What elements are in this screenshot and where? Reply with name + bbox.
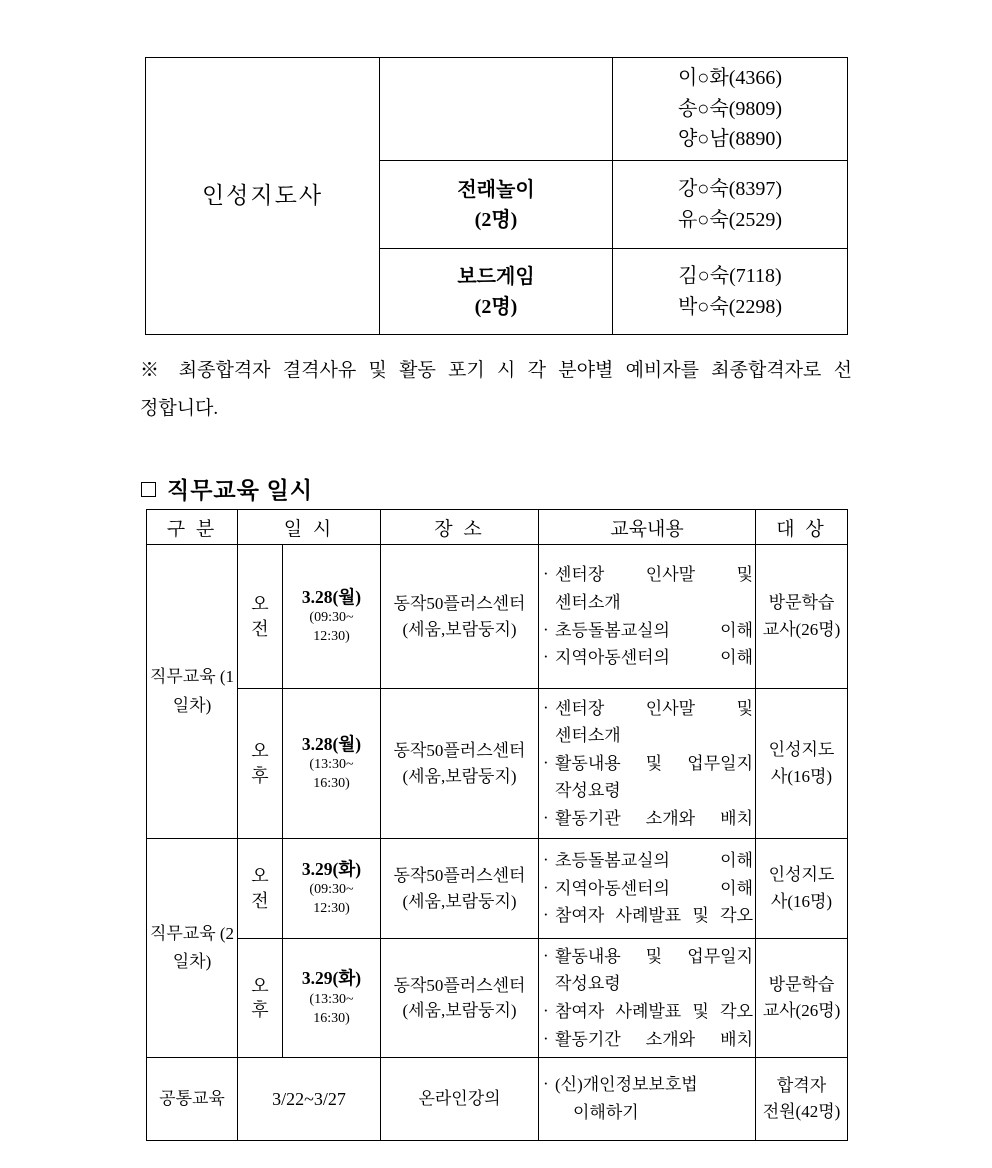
- date-label: 3.29(화): [301, 858, 362, 879]
- content-item: [541, 644, 753, 672]
- target-line-1: 인성지도: [768, 740, 835, 760]
- header-content: 교육내용: [539, 510, 756, 545]
- content-cell: [539, 1058, 756, 1141]
- ampm-char-1: 오: [251, 975, 269, 996]
- ampm-char-1: 오: [251, 866, 269, 887]
- date-time-cell: [283, 545, 381, 689]
- time-end: 12:30): [313, 629, 350, 645]
- content-cell: [539, 689, 756, 839]
- content-item: [541, 695, 753, 750]
- content-text-cont: 작성요령: [555, 974, 621, 994]
- gubun-line-2: (1일차): [172, 667, 235, 715]
- ampm-char-1: 오: [251, 741, 269, 762]
- place-cell: [381, 939, 539, 1058]
- target-line-2: 전원(42명): [762, 1102, 841, 1121]
- content-cell: [539, 839, 756, 939]
- ampm-char-1: 오: [251, 594, 269, 615]
- content-item: [541, 875, 753, 903]
- field-label-cell: 인성지도사: [146, 58, 380, 335]
- table-row: [147, 939, 848, 1058]
- program-count: (2명): [474, 295, 518, 318]
- target-line-2: 교사(26명): [762, 1001, 841, 1020]
- gubun-cell-day1: [147, 545, 238, 839]
- date-label: 3.28(월): [301, 733, 362, 754]
- date-time-cell: [283, 839, 381, 939]
- date-time-cell: [283, 689, 381, 839]
- names-cell-2: [613, 161, 848, 249]
- names-cell-3: [613, 249, 848, 335]
- place-line-1: 동작50플러스센터: [393, 975, 526, 995]
- content-item: [541, 1071, 753, 1126]
- place-cell: [381, 545, 539, 689]
- target-line-1: 방문학습: [768, 974, 835, 994]
- time-start: (13:30~: [309, 991, 354, 1007]
- common-place-cell: [381, 1058, 539, 1141]
- header-ilsi: 일 시: [238, 510, 381, 545]
- table-row: [147, 689, 848, 839]
- table-header-row: [147, 510, 848, 545]
- section-heading: [141, 472, 313, 505]
- applicant-name: 강○숙(8397): [677, 178, 783, 201]
- content-text-cont: 작성요령: [555, 781, 621, 801]
- header-gubun: 구 분: [147, 510, 238, 545]
- applicant-name: 김○숙(7118): [678, 265, 782, 288]
- content-item: [541, 943, 753, 998]
- content-text: · 참여자 사례발표 및 각오: [555, 1002, 753, 1021]
- target-cell: [756, 545, 848, 689]
- header-jangso: 장 소: [381, 510, 539, 545]
- ampm-char-2: 후: [251, 1000, 269, 1020]
- applicant-name: 이○화(4366): [677, 67, 783, 90]
- place-line-2: (세움,보람둥지): [402, 1001, 517, 1020]
- time-start: (09:30~: [309, 882, 354, 898]
- content-text: · (신)개인정보보호법: [555, 1075, 698, 1095]
- content-item: [541, 902, 753, 930]
- program-name: 보드게임: [457, 265, 535, 288]
- gubun-cell-day2: [147, 839, 238, 1058]
- applicant-name: 유○숙(2529): [677, 208, 783, 231]
- content-text: · 센터장 인사말 및: [555, 698, 753, 718]
- ampm-char-2: 전: [251, 618, 269, 639]
- content-text: · 활동내용 및 업무일지: [555, 946, 753, 966]
- ampm-char-2: 후: [251, 765, 269, 786]
- time-end: 12:30): [313, 901, 350, 917]
- program-cell-1: [380, 58, 613, 161]
- gubun-line-1: 직무교육: [149, 923, 216, 943]
- applicant-name: 양○남(8890): [677, 128, 783, 151]
- target-line-2: 사(16명): [770, 766, 833, 786]
- place-line-2: (세움,보람둥지): [402, 891, 517, 911]
- content-item: [541, 1026, 753, 1054]
- content-item: [541, 617, 753, 645]
- content-text: · 활동기관 소개와 배치: [555, 808, 753, 828]
- place-line-1: 동작50플러스센터: [393, 594, 526, 613]
- content-text: · 초등돌봄교실의 이해: [555, 620, 753, 640]
- common-period-cell: 3/22~3/27: [238, 1058, 381, 1141]
- place-line-1: 동작50플러스센터: [393, 741, 526, 760]
- content-text: · 활동내용 및 업무일지: [555, 753, 753, 773]
- target-cell: [756, 839, 848, 939]
- content-text: · 지역아동센터의 이해: [555, 648, 753, 668]
- content-text: · 참여자 사례발표 및 각오: [555, 906, 753, 926]
- target-cell: [756, 939, 848, 1058]
- applicant-name: 송○숙(9809): [677, 97, 783, 120]
- content-text-cont: 이해하기: [573, 1103, 639, 1122]
- content-item: [541, 805, 753, 833]
- program-cell-2: [380, 161, 613, 249]
- ampm-cell: [238, 689, 283, 839]
- table-row: [146, 58, 848, 161]
- footnote-line-1: ※ 최종합격자 결격사유 및 활동 포기 시 각 분야별 예비자를 최종합격자로 선: [140, 360, 852, 381]
- table-row: [147, 839, 848, 939]
- content-text: · 활동기간 소개와 배치: [555, 1029, 753, 1049]
- time-start: (13:30~: [309, 757, 354, 773]
- ampm-cell: [238, 939, 283, 1058]
- content-item: [541, 847, 753, 875]
- applicant-name: 박○숙(2298): [677, 295, 783, 318]
- ampm-char-2: 전: [251, 890, 269, 911]
- place-line-2: (세움,보람둥지): [402, 766, 517, 786]
- names-cell-1: [613, 58, 848, 161]
- content-item: [541, 998, 753, 1026]
- gubun-cell-common: 공통교육: [147, 1058, 238, 1141]
- content-item: [541, 750, 753, 805]
- content-cell: [539, 939, 756, 1058]
- target-line-2: 교사(26명): [762, 619, 841, 639]
- content-text: · 센터장 인사말 및: [555, 565, 753, 585]
- program-count: (2명): [474, 208, 518, 231]
- time-end: 16:30): [313, 1010, 350, 1026]
- section-heading-label: 직무교육 일시: [167, 478, 314, 503]
- content-text: · 지역아동센터의 이해: [555, 878, 753, 898]
- date-time-cell: [283, 939, 381, 1058]
- target-line-1: 합격자: [776, 1075, 827, 1095]
- content-text: · 초등돌봄교실의 이해: [555, 851, 753, 871]
- content-text-cont: 센터소개: [555, 726, 621, 746]
- ampm-cell: [238, 545, 283, 689]
- table-row: [147, 545, 848, 689]
- target-cell: [756, 689, 848, 839]
- program-cell-3: [380, 249, 613, 335]
- square-bullet-icon: [141, 482, 156, 497]
- footnote-line-2: 정합니다.: [140, 398, 219, 419]
- place-line-1: 온라인강의: [418, 1089, 501, 1109]
- time-end: 16:30): [313, 776, 350, 792]
- date-label: 3.29(화): [301, 968, 362, 989]
- ampm-cell: [238, 839, 283, 939]
- program-name: 전래놀이: [457, 178, 535, 201]
- date-label: 3.28(월): [301, 586, 362, 607]
- target-line-1: 방문학습: [768, 593, 835, 613]
- table-row: [147, 1058, 848, 1141]
- gubun-line-2: (2일차): [172, 923, 235, 971]
- target-cell: [756, 1058, 848, 1141]
- time-start: (09:30~: [309, 610, 354, 626]
- content-text-cont: 센터소개: [555, 592, 621, 612]
- place-line-2: (세움,보람둥지): [402, 619, 517, 639]
- successful-applicants-table: [145, 57, 848, 335]
- content-item: [541, 561, 753, 616]
- place-cell: [381, 839, 539, 939]
- place-line-1: 동작50플러스센터: [393, 866, 526, 885]
- header-target: 대 상: [756, 510, 848, 545]
- place-cell: [381, 689, 539, 839]
- gubun-line-1: 직무교육: [149, 667, 216, 687]
- footnote: [140, 352, 852, 428]
- content-cell: [539, 545, 756, 689]
- target-line-1: 인성지도: [768, 865, 835, 885]
- target-line-2: 사(16명): [770, 891, 833, 911]
- training-schedule-table: [146, 509, 848, 1141]
